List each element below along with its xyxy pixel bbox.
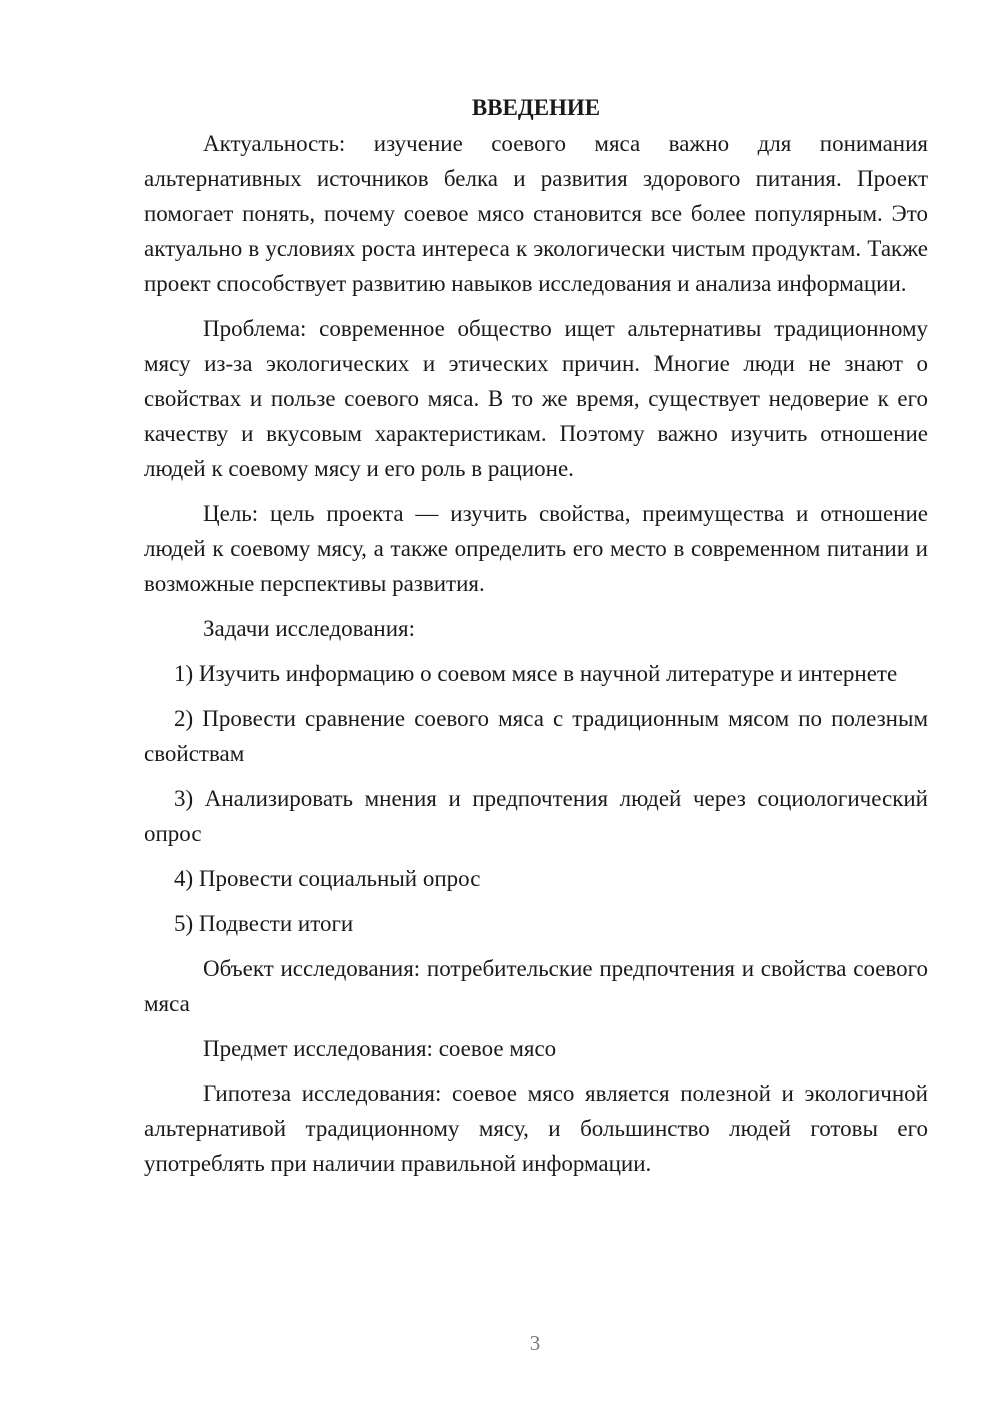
object-paragraph: Объект исследования: потребительские предпочтения и свойства соевого мяса xyxy=(144,956,928,1016)
hypothesis-paragraph: Гипотеза исследования: соевое мясо является полезной и экологичной альтернативой традиционному мясу, и большинство людей готовы его употреблять при наличии правильной информации. xyxy=(144,1081,928,1176)
task-item-4: 4) Провести социальный опрос xyxy=(174,866,481,891)
page-number: 3 xyxy=(529,1331,541,1355)
relevance-paragraph: Актуальность: изучение соевого мяса важно для понимания альтернативных источников белка и развития здорового питания. Проект помогает понять, почему соевое мясо становится все более популярным. Это актуально в условиях роста интереса к экологически чистым продуктам. Также проект способствует развитию навыков исследования и анализа информации. xyxy=(144,131,928,296)
document-page xyxy=(144,90,928,1181)
task-item-2: 2) Провести сравнение соевого мяса с традиционным мясом по полезным свойствам xyxy=(144,706,928,766)
section-title: ВВЕДЕНИЕ xyxy=(471,95,601,120)
subject-paragraph: Предмет исследования: соевое мясо xyxy=(203,1036,557,1061)
task-item-5: 5) Подвести итоги xyxy=(174,911,354,936)
problem-paragraph: Проблема: современное общество ищет альтернативы традиционному мясу из-за экологических и этических причин. Многие люди не знают о свойствах и пользе соевого мяса. В то же время, существует недоверие к его качеству и вкусовым характеристикам. Поэтому важно изучить отношение людей к соевому мясу и его роль в рационе. xyxy=(144,316,928,481)
task-item-1: 1) Изучить информацию о соевом мясе в научной литературе и интернете xyxy=(174,661,898,686)
task-item-3: 3) Анализировать мнения и предпочтения людей через социологический опрос xyxy=(144,786,928,846)
tasks-heading: Задачи исследования: xyxy=(203,616,416,641)
goal-paragraph: Цель: цель проекта — изучить свойства, преимущества и отношение людей к соевому мясу, а также определить его место в современном питании и возможные перспективы развития. xyxy=(144,501,928,596)
